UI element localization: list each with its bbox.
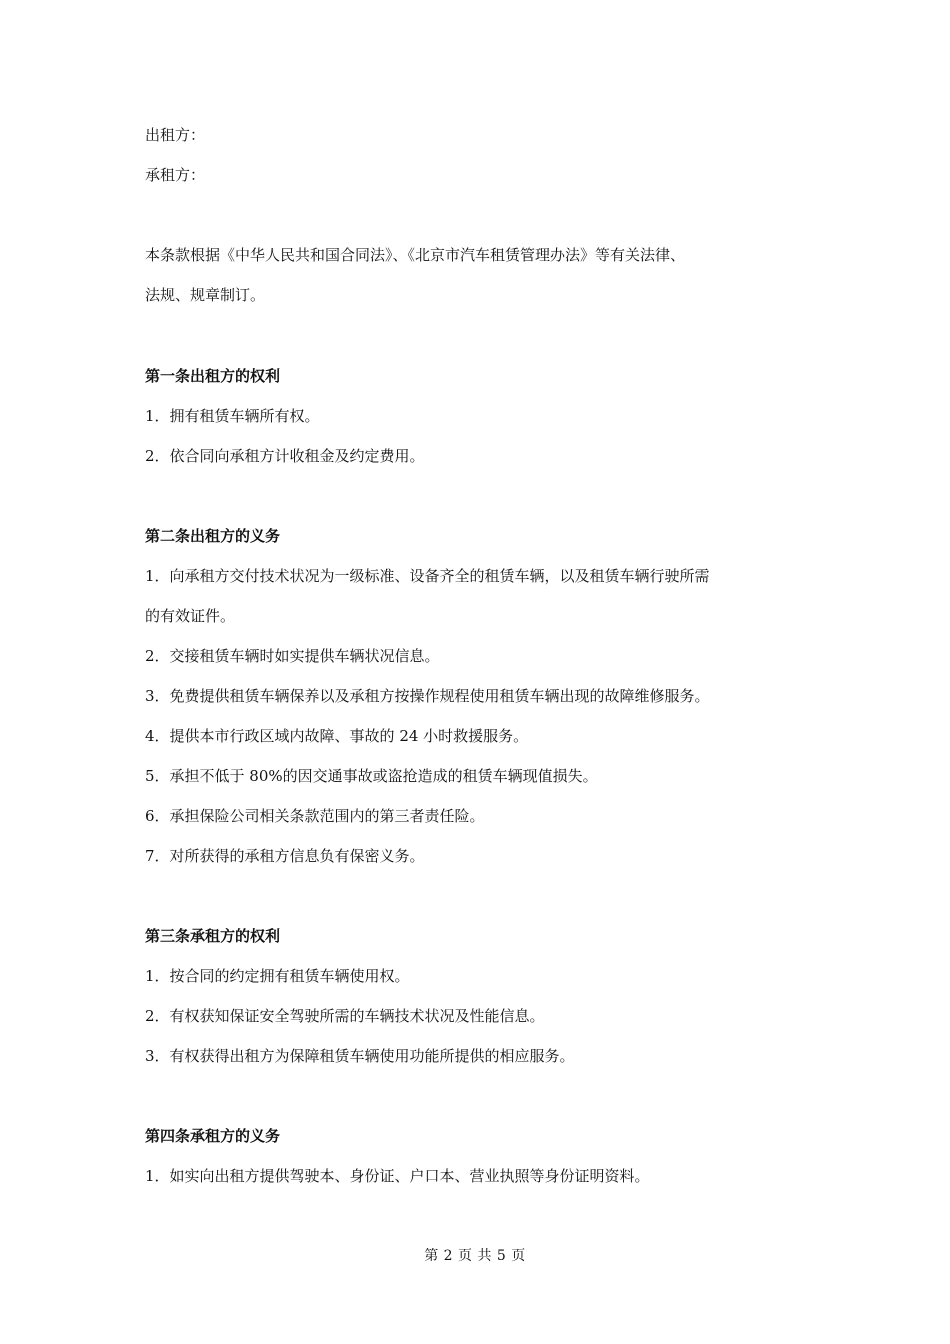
section-1-item-2: 2．依合同向承租方计收租金及约定费用。 (145, 447, 425, 465)
lessee-label: 承租方： (145, 166, 206, 184)
section-3-item-2: 2．有权获知保证安全驾驶所需的车辆技术状况及性能信息。 (145, 1007, 545, 1025)
section-2-item-1: 1．向承租方交付技术状况为一级标准、设备齐全的租赁车辆，以及租赁车辆行驶所需 (145, 567, 710, 585)
section-2-item-1-cont: 的有效证件。 (145, 607, 236, 625)
section-4-title: 第四条承租方的义务 (145, 1127, 281, 1145)
section-2-item-6: 6．承担保险公司相关条款范围内的第三者责任险。 (145, 807, 485, 825)
section-2-item-2: 2．交接租赁车辆时如实提供车辆状况信息。 (145, 647, 440, 665)
section-1-item-1: 1．拥有租赁车辆所有权。 (145, 407, 320, 425)
page-number-footer: 第 2 页 共 5 页 (424, 1248, 526, 1264)
section-2-item-3: 3．免费提供租赁车辆保养以及承租方按操作规程使用租赁车辆出现的故障维修服务。 (145, 687, 710, 705)
section-1-title: 第一条出租方的权利 (145, 367, 281, 385)
section-3-item-3: 3．有权获得出租方为保障租赁车辆使用功能所提供的相应服务。 (145, 1047, 575, 1065)
lessor-label: 出租方： (145, 126, 206, 144)
section-4-item-1: 1．如实向出租方提供驾驶本、身份证、户口本、营业执照等身份证明资料。 (145, 1167, 650, 1185)
section-2-item-4: 4．提供本市行政区域内故障、事故的 24 小时救援服务。 (145, 727, 529, 745)
section-2-title: 第二条出租方的义务 (145, 527, 281, 545)
section-3-title: 第三条承租方的权利 (145, 927, 281, 945)
section-3-item-1: 1．按合同的约定拥有租赁车辆使用权。 (145, 967, 410, 985)
section-2-item-7: 7．对所获得的承租方信息负有保密义务。 (145, 847, 425, 865)
preamble-line-2: 法规、规章制订。 (145, 286, 266, 304)
preamble-line-1: 本条款根据《中华人民共和国合同法》、《北京市汽车租赁管理办法》等有关法律、 (145, 246, 686, 264)
section-2-item-5: 5．承担不低于 80%的因交通事故或盗抢造成的租赁车辆现值损失。 (145, 767, 598, 785)
